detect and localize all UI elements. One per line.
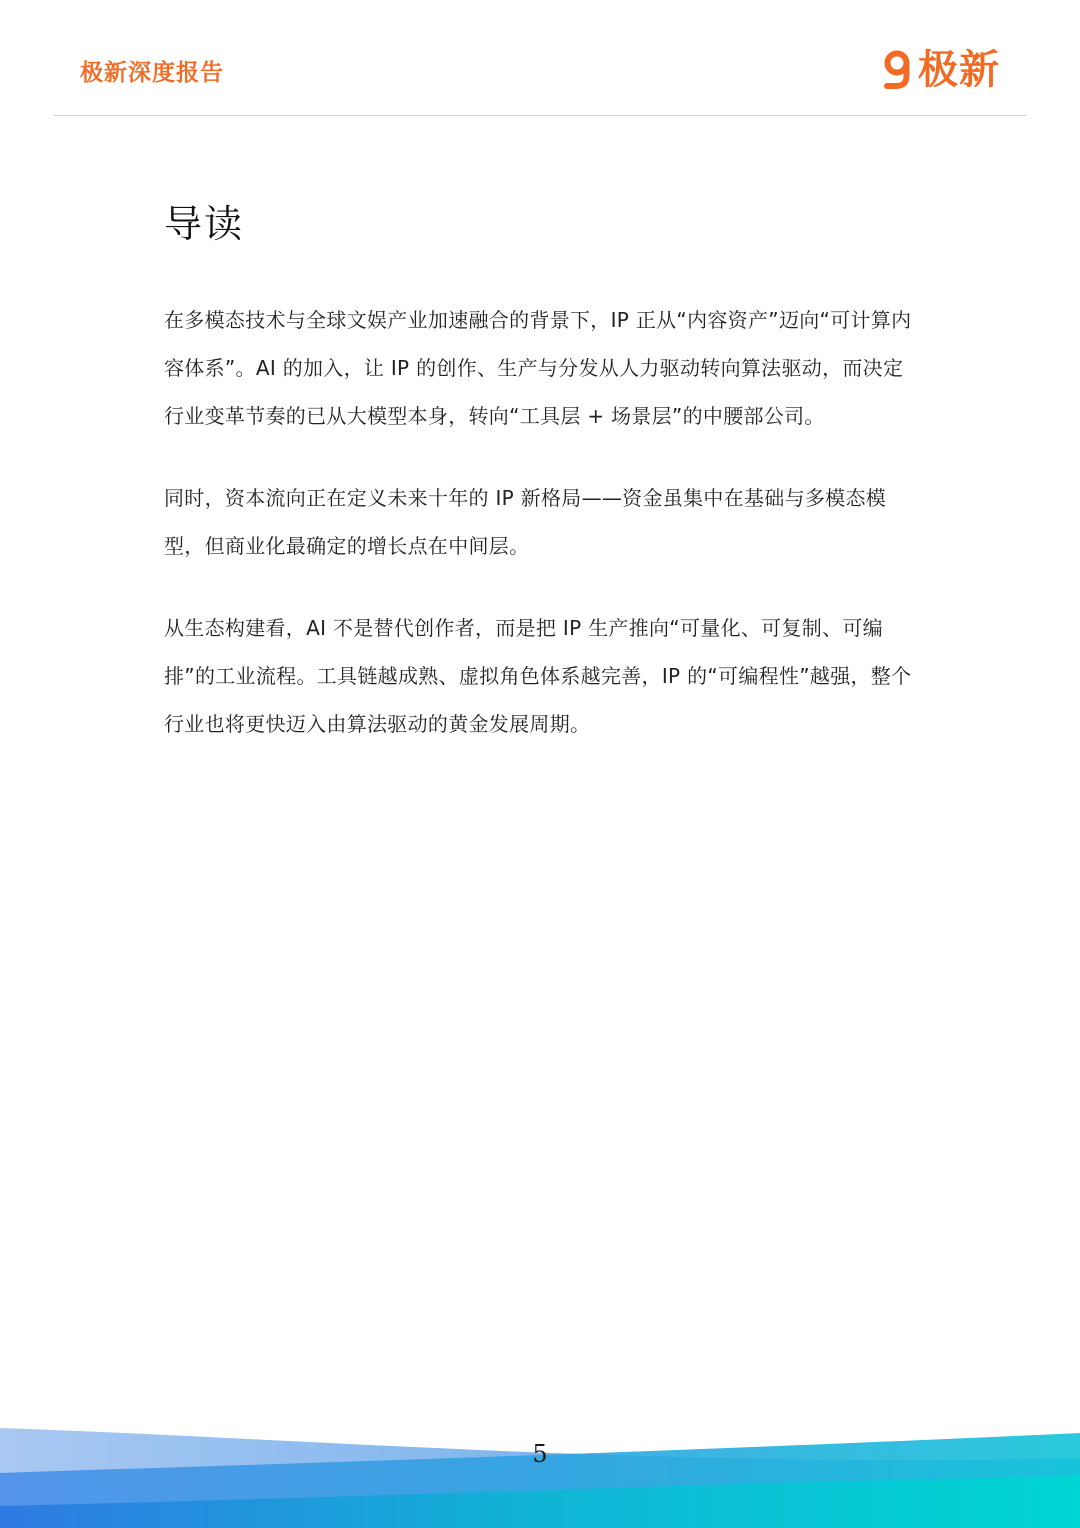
page-number: 5 [532, 1440, 548, 1468]
section-title: 导读 [164, 202, 245, 246]
brand-mark-icon [882, 50, 912, 90]
report-series-title: 极新深度报告 [80, 59, 224, 86]
header-divider [54, 115, 1026, 116]
brand-logo [882, 44, 1000, 96]
intro-paragraph: 在多模态技术与全球文娱产业加速融合的背景下，IP 正从“内容资产”迈向“可计算内容体系”。AI 的加入，让 IP 的创作、生产与分发从人力驱动转向算法驱动，而决定行业变革节奏的已从大模型本身，转向“工具层 + 场景层”的中腰部公司。 [164, 308, 912, 428]
brand-logo-text: 极新 [918, 47, 1000, 93]
intro-body [164, 296, 920, 782]
intro-paragraph: 从生态构建看，AI 不是替代创作者，而是把 IP 生产推向“可量化、可复制、可编排”的工业流程。工具链越成熟、虚拟角色体系越完善，IP 的“可编程性”越强，整个行业也将更快迈入由算法驱动的黄金发展周期。 [164, 616, 912, 736]
intro-paragraph: 同时，资本流向正在定义未来十年的 IP 新格局——资金虽集中在基础与多模态模型，但商业化最确定的增长点在中间层。 [164, 486, 887, 558]
